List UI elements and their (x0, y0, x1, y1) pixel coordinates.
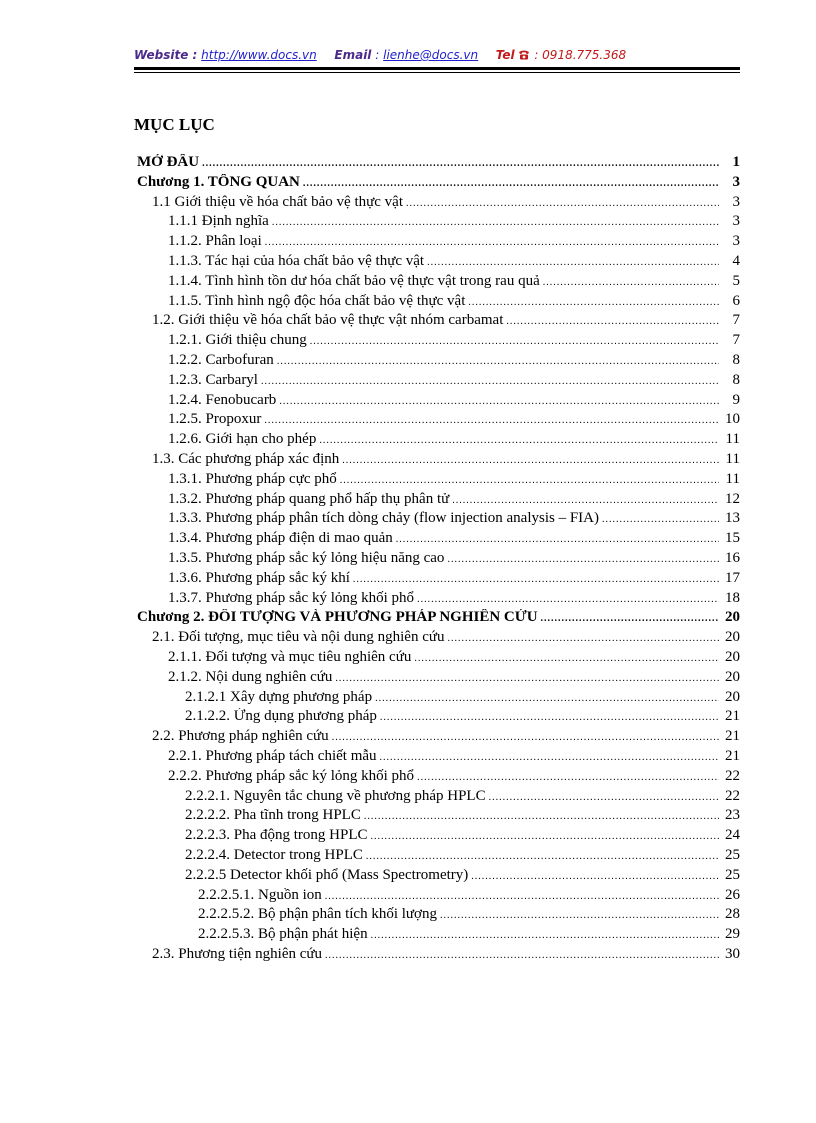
toc-leader-dots (325, 891, 719, 902)
toc-leader-dots (272, 217, 719, 228)
toc-entry-page: 22 (725, 787, 740, 804)
toc-entry-page: 24 (725, 827, 740, 844)
toc-entry-title: 1.2.6. Giới hạn cho phép (168, 431, 317, 448)
toc-entry[interactable] (168, 332, 740, 352)
toc-entry-title: 1.3.2. Phương pháp quang phổ hấp thụ phân tử (168, 490, 450, 507)
header-rule-thin (134, 72, 740, 73)
toc-entry-title: 1.1.3. Tác hại của hóa chất bảo vệ thực vật (168, 253, 425, 269)
toc-entry-page: 8 (732, 371, 740, 388)
page-title: MỤC LỤC (134, 115, 215, 134)
toc-entry[interactable] (185, 689, 740, 709)
toc-leader-dots (340, 475, 719, 486)
toc-entry-page: 3 (732, 173, 740, 190)
toc-entry-title: 1.1.1 Định nghĩa (168, 213, 269, 230)
toc-leader-dots (489, 792, 719, 803)
toc-leader-dots (417, 594, 719, 605)
toc-entry-title: Chương 1. TỔNG QUAN (137, 173, 300, 190)
toc-leader-dots (406, 198, 719, 209)
toc-leader-dots (602, 514, 719, 525)
toc-entry-page: 25 (725, 847, 740, 863)
toc-entry-title: 2.2.2. Phương pháp sắc ký lỏng khối phổ (168, 767, 415, 784)
toc-entry[interactable] (168, 392, 740, 412)
toc-entry-page: 16 (725, 550, 740, 566)
toc-entry-title: 2.2.2.1. Nguyên tắc chung về phương pháp HPLC (185, 787, 486, 804)
toc-entry[interactable] (152, 312, 740, 332)
toc-leader-dots (265, 237, 719, 248)
toc-entry-page: 12 (725, 490, 740, 507)
toc-entry-title: 1.3.3. Phương pháp phân tích dòng chảy (flow injection analysis – FIA) (168, 510, 599, 527)
toc-entry-page: 11 (725, 431, 740, 448)
toc-leader-dots (380, 712, 719, 723)
toc-leader-dots (364, 811, 719, 822)
toc-entry[interactable] (152, 629, 740, 649)
toc-entry-page: 17 (725, 569, 740, 586)
toc-entry-page: 10 (725, 411, 740, 428)
toc-entry-title: 1.3. Các phương pháp xác định (152, 451, 340, 467)
toc-entry[interactable] (137, 174, 740, 194)
tel-value: : 0918.775.368 (534, 48, 627, 62)
toc-entry-title: 1.3.1. Phương pháp cực phổ (168, 470, 337, 487)
toc-entry[interactable] (198, 906, 740, 926)
toc-entry-title: 1.2.1. Giới thiệu chung (168, 332, 307, 349)
toc-entry-page: 23 (725, 807, 740, 824)
toc-entry-title: 1.1.5. Tình hình ngộ độc hóa chất bảo vệ thực vật (168, 292, 466, 309)
header-rule-thick (134, 67, 740, 70)
toc-entry-page: 29 (725, 926, 740, 943)
toc-leader-dots (277, 356, 719, 367)
toc-entry-page: 28 (725, 906, 740, 923)
toc-leader-dots (202, 158, 719, 169)
toc-leader-dots (261, 376, 719, 387)
toc-entry-page: 3 (732, 193, 740, 210)
toc-entry-title: 1.3.6. Phương pháp sắc ký khí (168, 569, 350, 586)
toc-entry-page: 20 (725, 649, 740, 665)
toc-entry-title: 2.2.2.5.2. Bộ phận phân tích khối lượng (198, 906, 437, 923)
toc-entry[interactable] (152, 946, 740, 966)
toc-entry-title: 2.3. Phương tiện nghiên cứu (152, 946, 323, 962)
toc-entry-page: 6 (732, 292, 740, 309)
toc-entry-page: 25 (725, 866, 740, 883)
toc-leader-dots (417, 772, 719, 783)
toc-leader-dots (447, 554, 719, 565)
email-colon: : (375, 48, 380, 62)
toc-entry-title: 2.2.2.3. Pha động trong HPLC (185, 827, 368, 844)
toc-entry-page: 15 (725, 530, 740, 547)
toc-entry[interactable] (168, 352, 740, 372)
toc-entry-page: 21 (725, 748, 740, 764)
toc-entry-title: 1.2.4. Fenobucarb (168, 391, 277, 408)
toc-entry-title: 2.2.1. Phương pháp tách chiết mẫu (168, 748, 377, 764)
toc-entry[interactable] (198, 887, 740, 907)
toc-entry-title: 1.2.3. Carbaryl (168, 371, 258, 388)
toc-leader-dots (332, 732, 719, 743)
toc-entry-title: 2.1. Đối tượng, mục tiêu và nội dung nghiên cứu (152, 629, 445, 646)
toc-entry[interactable] (152, 728, 740, 748)
toc-entry-title: MỞ ĐẦU (137, 154, 200, 170)
toc-leader-dots (396, 534, 719, 545)
toc-entry-title: 2.2. Phương pháp nghiên cứu (152, 728, 329, 745)
toc-entry[interactable] (168, 273, 740, 293)
toc-entry-page: 20 (725, 668, 740, 685)
toc-leader-dots (371, 831, 719, 842)
toc-entry[interactable] (168, 431, 740, 451)
toc-leader-dots (375, 693, 719, 704)
toc-leader-dots (414, 653, 719, 664)
toc-entry[interactable] (168, 411, 740, 431)
toc-entry[interactable] (168, 491, 740, 511)
toc-entry-page: 3 (732, 233, 740, 250)
toc-leader-dots (303, 178, 719, 189)
toc-entry-page: 18 (725, 589, 740, 606)
toc-entry[interactable] (168, 768, 740, 788)
toc-entry-page: 21 (725, 708, 740, 725)
toc-entry[interactable] (168, 372, 740, 392)
toc-entry[interactable] (168, 669, 740, 689)
toc-leader-dots (279, 396, 719, 407)
toc-entry[interactable] (137, 154, 740, 174)
toc-entry[interactable] (168, 530, 740, 550)
phone-icon (518, 48, 534, 62)
tel-label: Tel (495, 48, 515, 62)
toc-entry[interactable] (137, 609, 740, 629)
toc-entry[interactable] (168, 649, 740, 669)
toc-entry[interactable] (185, 847, 740, 867)
toc-leader-dots (452, 495, 719, 506)
toc-entry-title: 1.2.5. Propoxur (168, 411, 262, 428)
toc-entry-page: 22 (725, 767, 740, 784)
toc-entry-page: 20 (725, 688, 740, 705)
toc-leader-dots (264, 415, 719, 426)
toc-leader-dots (342, 455, 719, 466)
toc-entry-page: 20 (725, 629, 740, 646)
toc-entry[interactable] (168, 293, 740, 313)
email-link[interactable]: lienhe@docs.vn (383, 48, 479, 62)
toc-entry-page: 20 (725, 609, 740, 626)
toc-entry-page: 11 (725, 470, 740, 487)
toc-entry-page: 7 (732, 312, 740, 329)
toc-entry[interactable] (185, 807, 740, 827)
toc-entry-title: 2.2.2.5 Detector khối phổ (Mass Spectrometry) (185, 866, 469, 883)
toc-entry[interactable] (168, 550, 740, 570)
toc-entry-title: 2.2.2.2. Pha tĩnh trong HPLC (185, 807, 361, 824)
toc-entry-page: 5 (732, 272, 740, 289)
toc-entry[interactable] (168, 471, 740, 491)
toc-entry-title: 1.2. Giới thiệu về hóa chất bảo vệ thực vật nhóm carbamat (152, 312, 504, 329)
toc-leader-dots (380, 752, 719, 763)
toc-entry[interactable] (168, 253, 740, 273)
toc-entry-title: 1.1.2. Phân loại (168, 233, 262, 250)
toc-leader-dots (506, 316, 719, 327)
toc-entry-page: 8 (732, 352, 740, 368)
toc-entry-page: 21 (725, 728, 740, 745)
toc-entry-title: 1.1 Giới thiệu về hóa chất bảo vệ thực vật (152, 193, 403, 210)
toc-entry[interactable] (185, 708, 740, 728)
toc-entry[interactable] (168, 213, 740, 233)
toc-entry-title: 2.2.2.5.3. Bộ phận phát hiện (198, 926, 368, 943)
toc-entry-title: 1.3.4. Phương pháp điện di mao quản (168, 530, 393, 547)
toc-leader-dots (440, 910, 719, 921)
toc-leader-dots (468, 297, 719, 308)
toc-entry-title: 1.3.7. Phương pháp sắc ký lỏng khối phổ (168, 589, 415, 606)
toc-entry[interactable] (198, 926, 740, 946)
toc-entry[interactable] (152, 451, 740, 471)
website-link[interactable]: http://www.docs.vn (201, 48, 317, 62)
toc-leader-dots (427, 257, 719, 268)
toc-leader-dots (319, 435, 719, 446)
toc-entry[interactable] (168, 590, 740, 610)
toc-entry-page: 1 (732, 154, 740, 170)
toc-entry-page: 7 (732, 332, 740, 349)
toc-entry-title: 2.2.2.5.1. Nguồn ion (198, 886, 322, 903)
toc-entry-title: 1.1.4. Tình hình tồn dư hóa chất bảo vệ thực vật trong rau quả (168, 272, 540, 289)
toc-entry[interactable] (168, 233, 740, 253)
toc-entry-title: 2.1.1. Đối tượng và mục tiêu nghiên cứu (168, 649, 412, 665)
toc-leader-dots (310, 336, 719, 347)
toc-entry[interactable] (185, 827, 740, 847)
toc-entry-page: 30 (725, 946, 740, 962)
toc-leader-dots (371, 930, 719, 941)
toc-entry-title: 1.2.2. Carbofuran (168, 352, 274, 368)
toc-entry-page: 13 (725, 510, 740, 527)
toc-leader-dots (353, 574, 719, 585)
toc-leader-dots (543, 277, 719, 288)
toc-leader-dots (325, 950, 719, 961)
toc-entry-title: Chương 2. ĐỐI TƯỢNG VÀ PHƯƠNG PHÁP NGHIÊN CỨU (137, 609, 538, 626)
toc-entry-title: 2.1.2.1 Xây dựng phương pháp (185, 688, 373, 705)
toc-entry-page: 26 (725, 886, 740, 903)
toc-entry[interactable] (168, 510, 740, 530)
toc-entry-page: 4 (732, 253, 740, 269)
toc-entry-page: 11 (725, 451, 740, 467)
toc-entry-title: 2.1.2.2. Ứng dụng phương pháp (185, 708, 377, 725)
toc-leader-dots (541, 613, 719, 624)
toc-entry-title: 2.1.2. Nội dung nghiên cứu (168, 668, 333, 685)
toc-entry-page: 9 (732, 391, 740, 408)
toc-entry-title: 2.2.2.4. Detector trong HPLC (185, 847, 363, 863)
toc-leader-dots (471, 871, 719, 882)
toc-leader-dots (366, 851, 719, 862)
website-label: Website : (134, 48, 198, 62)
toc-entry-page: 3 (732, 213, 740, 230)
toc-leader-dots (448, 633, 720, 644)
email-label: Email (334, 48, 372, 62)
toc-entry[interactable] (185, 788, 740, 808)
toc-entry[interactable] (168, 570, 740, 590)
toc-entry[interactable] (152, 194, 740, 214)
toc-leader-dots (335, 673, 719, 684)
toc-entry[interactable] (185, 867, 740, 887)
toc-entry[interactable] (168, 748, 740, 768)
toc-entry-title: 1.3.5. Phương pháp sắc ký lỏng hiệu năng cao (168, 550, 445, 566)
